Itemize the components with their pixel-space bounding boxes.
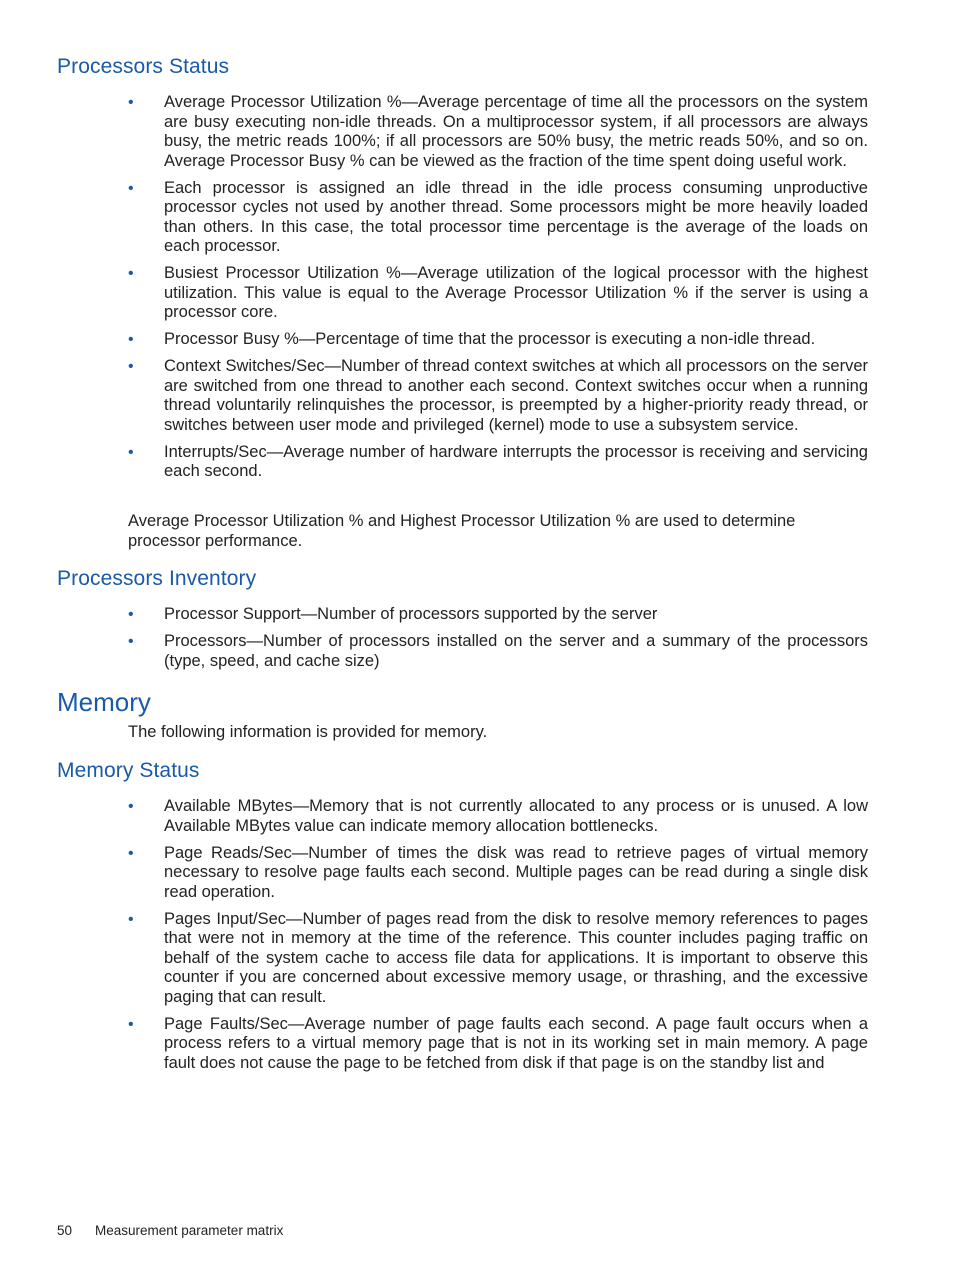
bullet-icon: • xyxy=(128,94,134,111)
list-item: • Busiest Processor Utilization %—Average utilization of the logical processor with the highest utilization. This value is equal to the Average Processor Utilization % if the server is using a processor core. xyxy=(128,264,868,321)
list-item: • Average Processor Utilization %—Average percentage of time all the processors on the system are busy executing non-idle threads. On a multiprocessor system, if all processors are always busy, the metric reads 100%; if all processors are 50% busy, the metric reads 50%, and so on. Average Processor Busy % can be viewed as the fraction of the time spent doing useful work. xyxy=(128,93,868,170)
processors-inventory-heading: Processors Inventory xyxy=(57,567,257,590)
bullet-icon: • xyxy=(128,358,134,375)
bullet-icon: • xyxy=(128,179,134,197)
page-number: 50 xyxy=(57,1223,73,1238)
bullet-icon: • xyxy=(128,633,134,650)
bullet-icon: • xyxy=(128,265,134,282)
memory-intro: The following information is provided for memory. xyxy=(128,723,488,741)
list-item: • Page Faults/Sec—Average number of page faults each second. A page fault occurs when a process refers to a virtual memory page that is not in its working set in main memory. A page fault does not cause the page to be fetched from disk if that page is on the standby list and xyxy=(128,1014,868,1072)
processors-status-list xyxy=(128,93,868,489)
processors-inventory-list xyxy=(128,605,868,679)
bullet-icon: • xyxy=(128,606,134,623)
processors-status-heading: Processors Status xyxy=(57,55,230,78)
memory-heading: Memory xyxy=(57,687,151,717)
page-footer xyxy=(57,1223,283,1238)
processors-status-note: Average Processor Utilization % and Highest Processor Utilization % are used to determine processor performance. xyxy=(128,512,796,550)
list-item: • Processors—Number of processors installed on the server and a summary of the processors (type, speed, and cache size) xyxy=(128,632,868,670)
bullet-icon: • xyxy=(128,331,134,348)
list-item: • Page Reads/Sec—Number of times the disk was read to retrieve pages of virtual memory necessary to resolve page faults each second. Multiple pages can be read during a single disk read operation. xyxy=(128,843,868,901)
bullet-icon: • xyxy=(128,1015,134,1033)
list-item: • Each processor is assigned an idle thread in the idle process consuming unproductive processor cycles not used by another thread. Some processors might be more heavily loaded than others. In this case, the total processor time percentage is the average of the loads on each processor. xyxy=(128,178,868,255)
list-item: • Available MBytes—Memory that is not currently allocated to any process or is unused. A low Available MBytes value can indicate memory allocation bottlenecks. xyxy=(128,797,868,835)
footer-title: Measurement parameter matrix xyxy=(95,1223,284,1238)
list-item: • Pages Input/Sec—Number of pages read from the disk to resolve memory references to pages that were not in memory at the time of the reference. This counter includes paging traffic on behalf of the system cache to access file data for applications. It is important to observe this counter if you are concerned about excessive memory usage, or thrashing, and the excessive paging that can result. xyxy=(128,909,868,1006)
memory-status-list xyxy=(128,797,868,1081)
bullet-icon: • xyxy=(128,443,134,461)
list-item: • Processor Busy %—Percentage of time that the processor is executing a non-idle thread. xyxy=(128,330,816,348)
bullet-icon: • xyxy=(128,844,134,862)
bullet-icon: • xyxy=(128,798,134,815)
bullet-icon: • xyxy=(128,910,134,928)
memory-status-heading: Memory Status xyxy=(57,759,200,782)
list-item: • Processor Support—Number of processors supported by the server xyxy=(128,605,658,623)
list-item: • Context Switches/Sec—Number of thread context switches at which all processors on the server are switched from one thread to another each second. Context switches occur when a running thread voluntarily relinquishes the processor, is preempted by a higher-priority ready thread, or switches between user mode and privileged (kernel) mode to use a subsystem service. xyxy=(128,357,868,434)
list-item: • Interrupts/Sec—Average number of hardware interrupts the processor is receiving and servicing each second. xyxy=(128,442,868,480)
